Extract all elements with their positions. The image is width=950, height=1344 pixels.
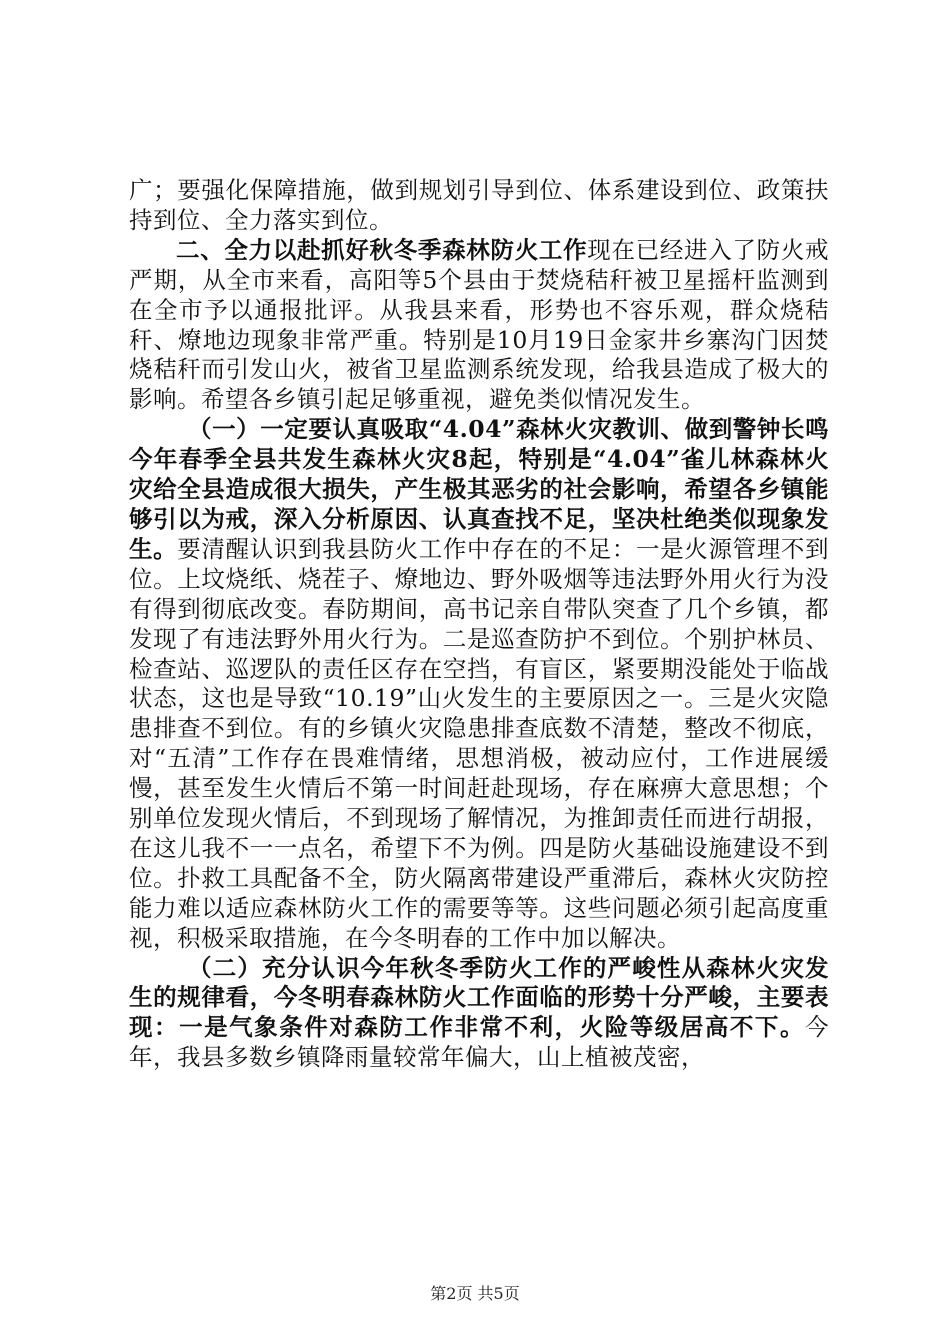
paragraph-2-body: 现在已经进入了防火戒严期，从全市来看，高阳等5个县由于焚烧秸秆被卫星摇杆监测到在全市予以通报批评。从我县来看，形势也不容乐观，群众烧秸秆、燎地边现象非常严重。特别是10月19日金家井乡寨沟门因焚烧秸秆而引发山火，被省卫星监测系统发现，给我县造成了极大的影响。希望各乡镇引起足够重视，避免类似情况发生。 — [129, 235, 830, 414]
subsection-heading-1: （一）一定要认真吸取“4.04”森林火灾教训、做到警钟长鸣今年春季全县共发生森林火灾8起，特别是“4.04”雀儿林森林火灾给全县造成很大损失，产生极其恶劣的社会影响，希望各乡镇能够引以为戒，深入分析原因、认真查找不足，坚决杜绝类似现象发生。 — [129, 415, 829, 563]
page-footer: 第2页 共5页 — [430, 1284, 520, 1303]
subsection-heading-2: （二）充分认识今年秋冬季防火工作的严峻性从森林火灾发生的规律看，今冬明春森林防火工作面临的形势十分严峻，主要表现：一是气象条件对森防工作非常不利，火险等级居高不下。 — [129, 953, 829, 1042]
paragraph-1-text: 广；要强化保障措施，做到规划引导到位、体系建设到位、政策扶持到位、全力落实到位。 — [129, 176, 829, 234]
paragraph-3 — [129, 415, 829, 953]
paragraph-4 — [129, 954, 829, 1074]
paragraph-4-body: 今年，我县多数乡镇降雨量较常年偏大，山上植被茂密， — [129, 1013, 829, 1072]
document-body — [129, 176, 829, 1073]
paragraph-2 — [129, 236, 829, 415]
paragraph-3-body: 要清醒认识到我县防火工作中存在的不足：一是火源管理不到位。上坟烧纸、烧茬子、燎地边、野外吸烟等违法野外用火行为没有得到彻底改变。春防期间，高书记亲自带队突查了几个乡镇，都发现了有违法野外用火行为。二是巡查防护不到位。个别护林员、检查站、巡逻队的责任区存在空挡，有盲区，紧要期没能处于临战状态，这也是导致“10.19”山火发生的主要原因之一。三是火灾隐患排查不到位。有的乡镇火灾隐患排查底数不清楚，整改不彻底，对“五清”工作存在畏难情绪，思想消极，被动应付，工作进展缓慢，甚至发生火情后不第一时间赶赴现场，存在麻痹大意思想；个别单位发现火情后，不到现场了解情况，为推卸责任而进行胡报，在这儿我不一一点名，希望下不为例。四是防火基础设施建设不到位。扑救工具配备不全，防火隔离带建设严重滞后，森林火灾防控能力难以适应森林防火工作的需要等等。这些问题必须引起高度重视，积极采取措施，在今冬明春的工作中加以解决。 — [129, 534, 830, 952]
paragraph-1 — [129, 176, 829, 236]
section-heading-2: 二、全力以赴抓好秋冬季森林防火工作 — [176, 235, 588, 264]
